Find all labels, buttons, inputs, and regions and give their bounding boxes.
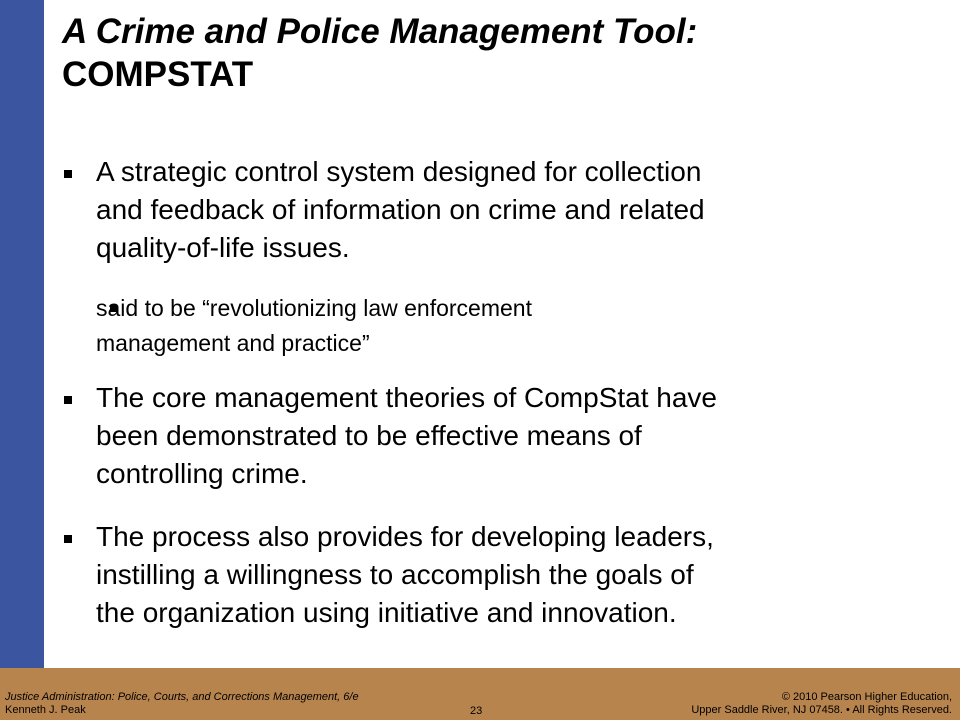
footer-copyright (691, 691, 952, 717)
bullet-line: A strategic control system designed for collection (96, 156, 702, 187)
bullet-line: management and practice” (96, 330, 370, 356)
sub-bullet-text (96, 291, 886, 361)
bullet-square-icon (64, 535, 72, 543)
bullet-line: and feedback of information on crime and related (96, 194, 705, 225)
copyright-line-2: Upper Saddle River, NJ 07458. • All Rights Reserved. (691, 704, 952, 716)
bullet-text (96, 518, 926, 632)
bullet-text (96, 379, 926, 493)
title-line-1: A Crime and Police Management Tool: (62, 12, 698, 51)
bullet-square-icon (64, 396, 72, 404)
footer-citation (5, 691, 359, 717)
footer-author: Kenneth J. Peak (5, 704, 86, 716)
footer-course-title: Justice Administration: Police, Courts, and Corrections Management, 6/e (5, 691, 359, 703)
bullet-line: the organization using initiative and innovation. (96, 597, 677, 628)
bullet-line: controlling crime. (96, 458, 308, 489)
bullet-text (96, 153, 926, 267)
copyright-line-1: © 2010 Pearson Higher Education, (781, 691, 952, 703)
slide-title (62, 10, 942, 96)
title-line-2: COMPSTAT (62, 55, 254, 94)
bullet-line: said to be “revolutionizing law enforcement (96, 295, 532, 321)
slide-footer (0, 668, 960, 720)
page-number: 23 (470, 705, 483, 717)
bullet-line: instilling a willingness to accomplish the goals of (96, 559, 694, 590)
bullet-square-icon (64, 170, 72, 178)
bullet-line: The process also provides for developing leaders, (96, 521, 714, 552)
bullet-line: quality-of-life issues. (96, 232, 350, 263)
bullet-line: been demonstrated to be effective means of (96, 420, 642, 451)
bullet-line: The core management theories of CompStat have (96, 382, 718, 413)
left-accent-bar (0, 0, 44, 668)
